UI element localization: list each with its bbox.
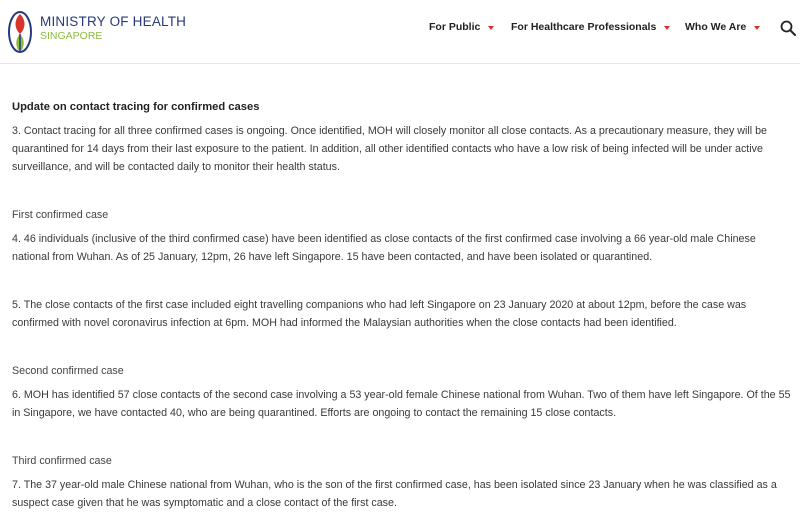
caret-down-icon <box>754 26 760 30</box>
subheading-third-case: Third confirmed case <box>12 455 112 467</box>
search-icon[interactable] <box>780 20 796 36</box>
brand[interactable] <box>40 14 186 43</box>
paragraph-4: 4. 46 individuals (inclusive of the third confirmed case) have been identified as close contacts of the first confirmed case involving a 66 year-old male Chinese national from Wuhan. As of 25 January, 12pm, 26 have left Singapore. 15 have been contacted, and have been isolated or quarantined. <box>12 233 756 263</box>
nav-label: Who We Are <box>685 21 747 33</box>
caret-down-icon <box>488 26 494 30</box>
paragraph-3: 3. Contact tracing for all three confirmed cases is ongoing. Once identified, MOH will closely monitor all close contacts. As a precautionary measure, they will be quarantined for 14 days from their last exposure to the patient. In addition, all other identified contacts who have a low risk of being infected will be under active surveillance, and will be contacted daily to monitor their health status. <box>12 125 768 173</box>
paragraph-6: 6. MOH has identified 57 close contacts of the second case involving a 53 year-old female Chinese national from Wuhan. Two of them have left Singapore. Of the 55 in Singapore, we have contacted 40, who are being quarantined. Efforts are ongoing to contact the remaining 15 close contacts. <box>12 389 791 419</box>
nav-label: For Public <box>429 21 481 33</box>
subheading-second-case: Second confirmed case <box>12 365 124 377</box>
nav-label: For Healthcare Professionals <box>511 21 657 33</box>
caret-down-icon <box>664 26 670 30</box>
nav-who-we-are[interactable] <box>685 21 760 33</box>
section-heading: Update on contact tracing for confirmed cases <box>12 101 260 113</box>
brand-subtitle: SINGAPORE <box>40 30 103 42</box>
paragraph-7: 7. The 37 year-old male Chinese national from Wuhan, who is the son of the first confirmed case, has been isolated since 23 January when he was classified as a suspect case given that he was symptomatic and a close contact of the first case. <box>12 479 777 509</box>
subheading-first-case: First confirmed case <box>12 209 109 221</box>
paragraph-5: 5. The close contacts of the first case included eight travelling companions who had left Singapore on 23 January 2020 at about 12pm, before the case was confirmed with novel coronavirus infection at 6pm. MOH had informed the Malaysian authorities when the close contacts had been identified. <box>12 299 747 329</box>
brand-title: MINISTRY OF HEALTH <box>40 14 187 29</box>
site-header <box>0 0 800 64</box>
moh-logo-icon[interactable] <box>6 6 34 56</box>
nav-for-public[interactable] <box>429 21 494 33</box>
nav-for-healthcare-professionals[interactable] <box>511 21 670 33</box>
